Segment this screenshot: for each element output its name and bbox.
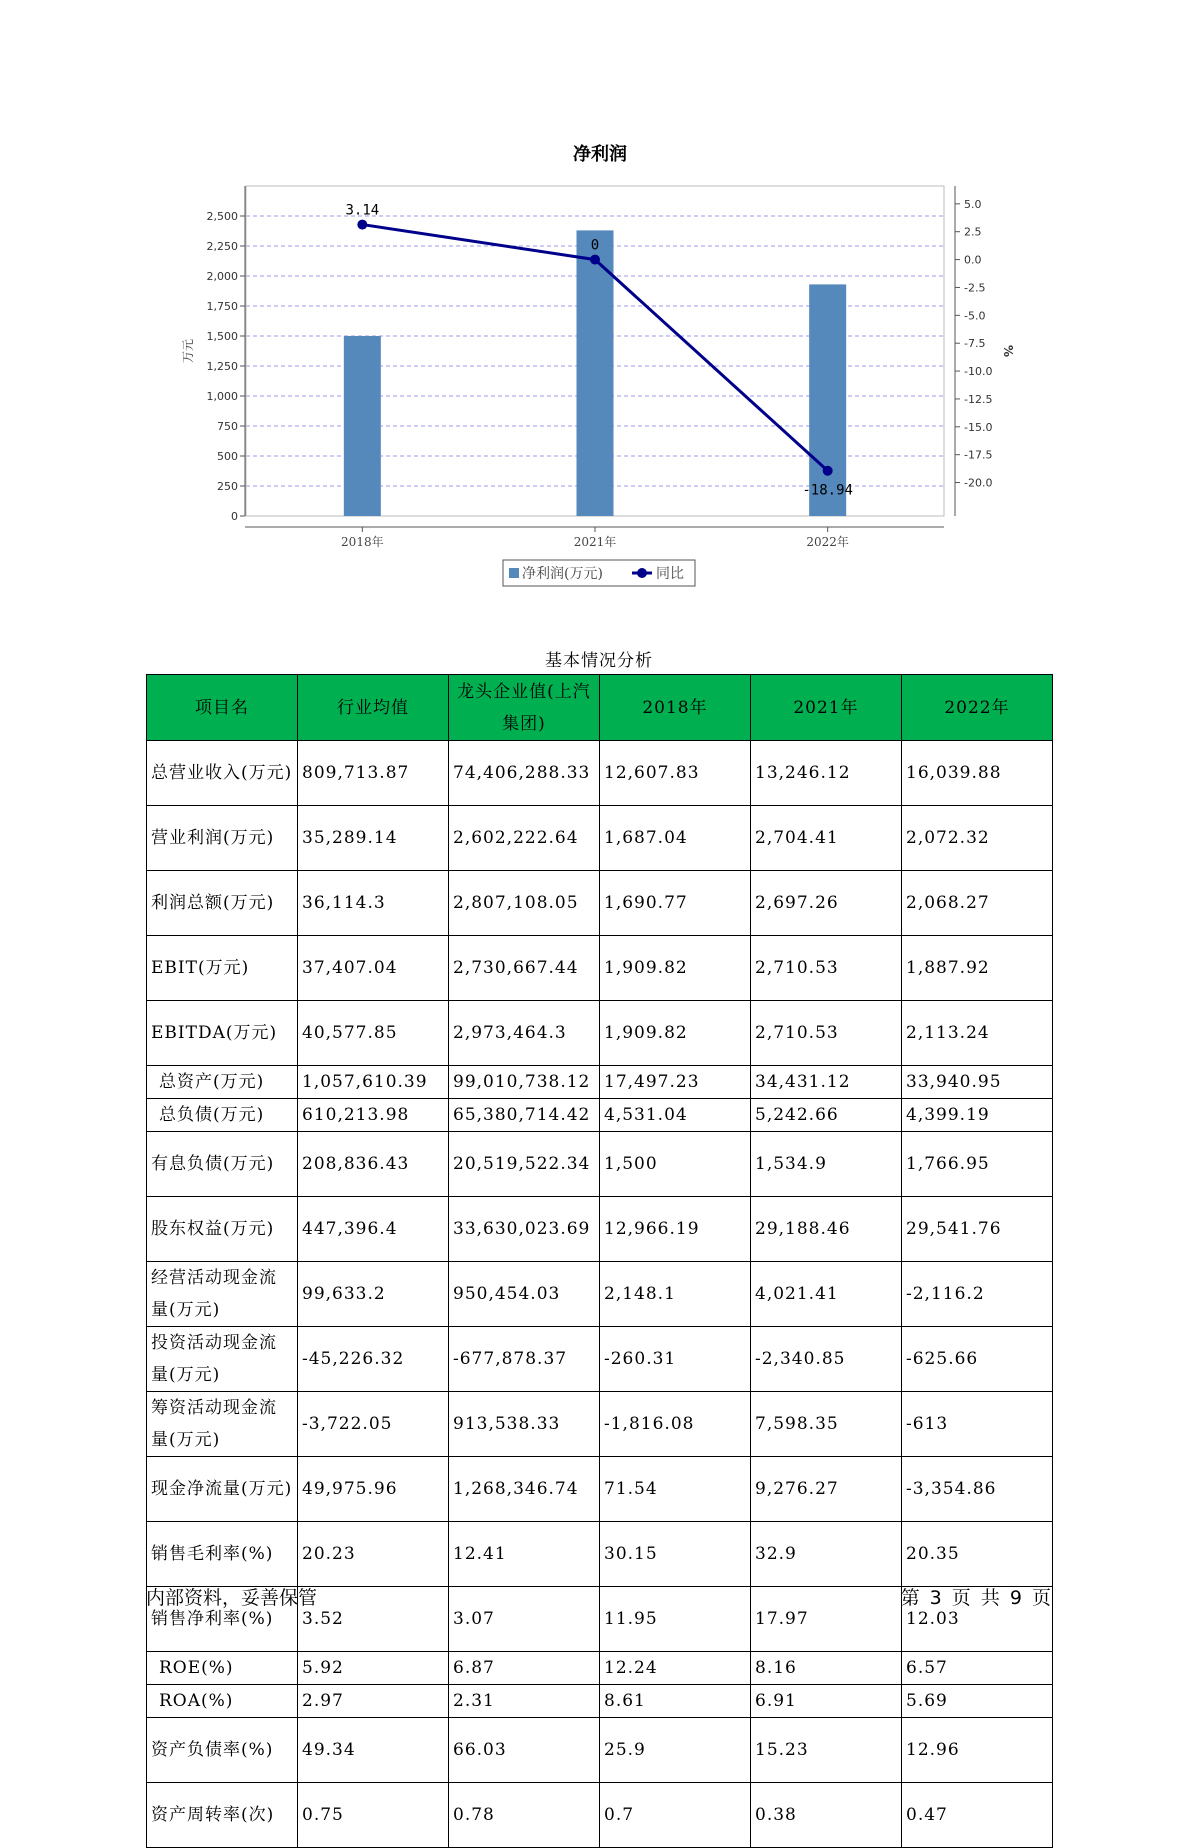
table-row bbox=[147, 1132, 1053, 1197]
yoy-data-label: 0 bbox=[590, 237, 600, 254]
y-tick-label: 1,250 bbox=[206, 360, 238, 373]
table-cell: 29,541.76 bbox=[902, 1197, 1053, 1262]
table-row bbox=[147, 1652, 1053, 1685]
table-cell: -613 bbox=[902, 1392, 1053, 1457]
table-cell: 1,909.82 bbox=[600, 936, 751, 1001]
table-cell: 950,454.03 bbox=[449, 1262, 600, 1327]
table-cell: 1,766.95 bbox=[902, 1132, 1053, 1197]
table-cell: 99,633.2 bbox=[298, 1262, 449, 1327]
table-cell: 0.7 bbox=[600, 1783, 751, 1848]
row-label: 销售净利率(%) bbox=[147, 1587, 298, 1652]
row-label: 总资产(万元) bbox=[147, 1066, 298, 1099]
table-cell: 2.31 bbox=[449, 1685, 600, 1718]
y2-tick-label: -20.0 bbox=[964, 476, 993, 490]
table-cell: 17,497.23 bbox=[600, 1066, 751, 1099]
table-cell: 1,690.77 bbox=[600, 871, 751, 936]
table-row bbox=[147, 1457, 1053, 1522]
table-cell: 20.35 bbox=[902, 1522, 1053, 1587]
y-tick-label: 2,250 bbox=[206, 240, 238, 253]
table-cell: 74,406,288.33 bbox=[449, 741, 600, 806]
header-cell: 项目名 bbox=[147, 675, 298, 741]
y2-tick-label: 2.5 bbox=[964, 225, 982, 239]
row-label: 投资活动现金流量(万元) bbox=[147, 1327, 298, 1392]
table-cell: 2,113.24 bbox=[902, 1001, 1053, 1066]
table-cell: -3,722.05 bbox=[298, 1392, 449, 1457]
table-row bbox=[147, 1001, 1053, 1066]
row-label: 有息负债(万元) bbox=[147, 1132, 298, 1197]
table-cell: 6.57 bbox=[902, 1652, 1053, 1685]
row-label: EBITDA(万元) bbox=[147, 1001, 298, 1066]
legend-bar-swatch bbox=[509, 568, 519, 578]
table-cell: 447,396.4 bbox=[298, 1197, 449, 1262]
table-cell: -2,340.85 bbox=[751, 1327, 902, 1392]
table-cell: 71.54 bbox=[600, 1457, 751, 1522]
table-cell: 12,966.19 bbox=[600, 1197, 751, 1262]
table-cell: 2,148.1 bbox=[600, 1262, 751, 1327]
table-cell: 0.75 bbox=[298, 1783, 449, 1848]
table-cell: 2,807,108.05 bbox=[449, 871, 600, 936]
header-cell: 2018年 bbox=[600, 675, 751, 741]
bar-series bbox=[344, 230, 846, 516]
table-row bbox=[147, 871, 1053, 936]
table-cell: 0.38 bbox=[751, 1783, 902, 1848]
legend-line-marker bbox=[637, 568, 647, 578]
table-row bbox=[147, 1522, 1053, 1587]
row-label: 利润总额(万元) bbox=[147, 871, 298, 936]
table-cell: 4,021.41 bbox=[751, 1262, 902, 1327]
yoy-point-2018年 bbox=[357, 220, 367, 230]
table-cell: 37,407.04 bbox=[298, 936, 449, 1001]
table-cell: 2.97 bbox=[298, 1685, 449, 1718]
table-cell: 1,534.9 bbox=[751, 1132, 902, 1197]
table-cell: 33,630,023.69 bbox=[449, 1197, 600, 1262]
table-cell: 2,072.32 bbox=[902, 806, 1053, 871]
table-cell: 20.23 bbox=[298, 1522, 449, 1587]
table-cell: 2,602,222.64 bbox=[449, 806, 600, 871]
table-cell: 11.95 bbox=[600, 1587, 751, 1652]
y-tick-label: 750 bbox=[217, 420, 238, 433]
y-tick-label: 2,500 bbox=[206, 210, 238, 223]
table-row bbox=[147, 1685, 1053, 1718]
row-label: 营业利润(万元) bbox=[147, 806, 298, 871]
table-cell: 12,607.83 bbox=[600, 741, 751, 806]
y-tick-label: 500 bbox=[217, 450, 238, 463]
table-cell: -260.31 bbox=[600, 1327, 751, 1392]
y-tick-label: 0 bbox=[231, 510, 238, 523]
table-cell: 49,975.96 bbox=[298, 1457, 449, 1522]
table-cell: 5.92 bbox=[298, 1652, 449, 1685]
table-cell: 208,836.43 bbox=[298, 1132, 449, 1197]
table-cell: 99,010,738.12 bbox=[449, 1066, 600, 1099]
table-cell: 1,887.92 bbox=[902, 936, 1053, 1001]
table-cell: -1,816.08 bbox=[600, 1392, 751, 1457]
row-label: ROA(%) bbox=[147, 1685, 298, 1718]
header-cell: 2022年 bbox=[902, 675, 1053, 741]
table-cell: 29,188.46 bbox=[751, 1197, 902, 1262]
table-cell: 1,687.04 bbox=[600, 806, 751, 871]
y2-tick-label: 0.0 bbox=[964, 253, 982, 267]
yoy-data-label: -18.94 bbox=[802, 482, 853, 499]
y2-tick-label: -2.5 bbox=[964, 281, 986, 295]
table-cell: 0.47 bbox=[902, 1783, 1053, 1848]
table-cell: 16,039.88 bbox=[902, 741, 1053, 806]
row-label: 资产负债率(%) bbox=[147, 1718, 298, 1783]
table-row bbox=[147, 1327, 1053, 1392]
table-cell: -45,226.32 bbox=[298, 1327, 449, 1392]
table-row bbox=[147, 1099, 1053, 1132]
table-cell: 4,531.04 bbox=[600, 1099, 751, 1132]
row-label: 筹资活动现金流量(万元) bbox=[147, 1392, 298, 1457]
basic-analysis-table bbox=[146, 674, 1053, 1848]
table-cell: 7,598.35 bbox=[751, 1392, 902, 1457]
y2-tick-label: -15.0 bbox=[964, 420, 993, 434]
y-tick-label: 1,750 bbox=[206, 300, 238, 313]
table-row bbox=[147, 1392, 1053, 1457]
row-label: 总营业收入(万元) bbox=[147, 741, 298, 806]
y2-tick-label: -7.5 bbox=[964, 337, 986, 351]
table-cell: 0.78 bbox=[449, 1783, 600, 1848]
y2-tick-label: -10.0 bbox=[964, 365, 993, 379]
header-cell: 2021年 bbox=[751, 675, 902, 741]
table-cell: 65,380,714.42 bbox=[449, 1099, 600, 1132]
table-cell: 3.07 bbox=[449, 1587, 600, 1652]
table-row bbox=[147, 1066, 1053, 1099]
row-label: 现金净流量(万元) bbox=[147, 1457, 298, 1522]
table-cell: 610,213.98 bbox=[298, 1099, 449, 1132]
y-tick-label: 1,000 bbox=[206, 390, 238, 403]
table-cell: -677,878.37 bbox=[449, 1327, 600, 1392]
table-cell: 15.23 bbox=[751, 1718, 902, 1783]
yoy-point-2022年 bbox=[823, 466, 833, 476]
table-cell: 36,114.3 bbox=[298, 871, 449, 936]
table-cell: 8.16 bbox=[751, 1652, 902, 1685]
table-row bbox=[147, 936, 1053, 1001]
row-label: 资产周转率(次) bbox=[147, 1783, 298, 1848]
table-cell: 33,940.95 bbox=[902, 1066, 1053, 1099]
table-cell: 3.52 bbox=[298, 1587, 449, 1652]
table-cell: -2,116.2 bbox=[902, 1262, 1053, 1327]
table-cell: 5.69 bbox=[902, 1685, 1053, 1718]
row-label: EBIT(万元) bbox=[147, 936, 298, 1001]
table-cell: 8.61 bbox=[600, 1685, 751, 1718]
chart-legend bbox=[503, 560, 695, 586]
table-cell: 12.41 bbox=[449, 1522, 600, 1587]
table-cell: 13,246.12 bbox=[751, 741, 902, 806]
x-tick-label: 2018年 bbox=[341, 535, 384, 549]
chart-title: 净利润 bbox=[573, 144, 627, 165]
table-cell: 1,057,610.39 bbox=[298, 1066, 449, 1099]
net-profit-chart bbox=[0, 0, 1191, 600]
yoy-data-label: 3.14 bbox=[345, 202, 380, 219]
table-cell: 6.91 bbox=[751, 1685, 902, 1718]
footer-confidential-note: 内部资料，妥善保管 bbox=[146, 1587, 318, 1609]
table-cell: 809,713.87 bbox=[298, 741, 449, 806]
table-cell: 2,730,667.44 bbox=[449, 936, 600, 1001]
row-label: 总负债(万元) bbox=[147, 1099, 298, 1132]
y-tick-label: 2,000 bbox=[206, 270, 238, 283]
table-cell: 34,431.12 bbox=[751, 1066, 902, 1099]
x-tick-label: 2021年 bbox=[573, 535, 617, 549]
bar-2022年 bbox=[809, 284, 846, 516]
table-cell: 4,399.19 bbox=[902, 1099, 1053, 1132]
table-cell: 5,242.66 bbox=[751, 1099, 902, 1132]
table-row bbox=[147, 741, 1053, 806]
table-row bbox=[147, 1718, 1053, 1783]
table-cell: 12.24 bbox=[600, 1652, 751, 1685]
table-cell: 20,519,522.34 bbox=[449, 1132, 600, 1197]
table-cell: 2,697.26 bbox=[751, 871, 902, 936]
y2-tick-label: -12.5 bbox=[964, 392, 993, 406]
table-row bbox=[147, 1783, 1053, 1848]
table-cell: 12.96 bbox=[902, 1718, 1053, 1783]
yoy-point-2021年 bbox=[590, 255, 600, 265]
table-cell: 913,538.33 bbox=[449, 1392, 600, 1457]
table-cell: 25.9 bbox=[600, 1718, 751, 1783]
row-label: 销售毛利率(%) bbox=[147, 1522, 298, 1587]
table-cell: 9,276.27 bbox=[751, 1457, 902, 1522]
y-tick-label: 250 bbox=[217, 480, 238, 493]
table-row bbox=[147, 1197, 1053, 1262]
y2-tick-label: -5.0 bbox=[964, 309, 986, 323]
table-cell: 2,973,464.3 bbox=[449, 1001, 600, 1066]
table-cell: 12.03 bbox=[902, 1587, 1053, 1652]
header-cell: 行业均值 bbox=[298, 675, 449, 741]
row-label: 经营活动现金流量(万元) bbox=[147, 1262, 298, 1327]
row-label: 股东权益(万元) bbox=[147, 1197, 298, 1262]
table-cell: 35,289.14 bbox=[298, 806, 449, 871]
header-cell: 龙头企业值(上汽集团) bbox=[449, 675, 600, 741]
table-cell: 40,577.85 bbox=[298, 1001, 449, 1066]
table-cell: 2,710.53 bbox=[751, 1001, 902, 1066]
y2-tick-label: 5.0 bbox=[964, 197, 982, 211]
table-row bbox=[147, 1262, 1053, 1327]
y-tick-label: 1,500 bbox=[206, 330, 238, 343]
y-axis-label: 万元 bbox=[181, 338, 195, 364]
table-cell: -625.66 bbox=[902, 1327, 1053, 1392]
row-label: ROE(%) bbox=[147, 1652, 298, 1685]
table-caption: 基本情况分析 bbox=[545, 651, 653, 671]
bar-2018年 bbox=[344, 336, 381, 516]
footer-page-number: 第 3 页 共 9 页 bbox=[900, 1587, 1051, 1609]
legend-line-label: 同比 bbox=[656, 566, 684, 582]
table-row bbox=[147, 806, 1053, 871]
table-header-row bbox=[147, 675, 1053, 741]
table-cell: 66.03 bbox=[449, 1718, 600, 1783]
table-cell: 1,268,346.74 bbox=[449, 1457, 600, 1522]
table-cell: 49.34 bbox=[298, 1718, 449, 1783]
table-cell: 6.87 bbox=[449, 1652, 600, 1685]
table-cell: -3,354.86 bbox=[902, 1457, 1053, 1522]
table-cell: 1,909.82 bbox=[600, 1001, 751, 1066]
table-cell: 2,704.41 bbox=[751, 806, 902, 871]
table-cell: 2,068.27 bbox=[902, 871, 1053, 936]
table-cell: 32.9 bbox=[751, 1522, 902, 1587]
table-cell: 2,710.53 bbox=[751, 936, 902, 1001]
x-tick-label: 2022年 bbox=[806, 535, 849, 549]
legend-bar-label: 净利润(万元) bbox=[522, 566, 603, 582]
table-cell: 30.15 bbox=[600, 1522, 751, 1587]
table-cell: 17.97 bbox=[751, 1587, 902, 1652]
y2-tick-label: -17.5 bbox=[964, 448, 993, 462]
table-cell: 1,500 bbox=[600, 1132, 751, 1197]
y2-axis-label: % bbox=[1001, 344, 1015, 358]
